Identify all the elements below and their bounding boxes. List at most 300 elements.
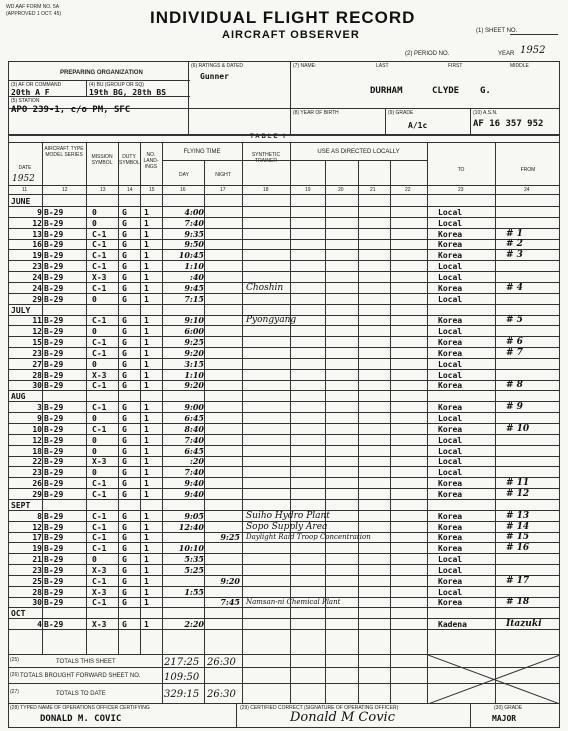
cell-l: 1: [144, 359, 149, 369]
cell-d: 16: [32, 240, 42, 250]
cell-ac: B-29: [44, 283, 64, 293]
cell-m: 0: [92, 468, 97, 478]
cell-l: 1: [144, 555, 149, 565]
info-divider-1: [188, 61, 189, 135]
hdr-use-as-directed: USE AS DIRECTED LOCALLY: [317, 149, 400, 155]
first-name: CLYDE: [432, 86, 460, 96]
cell-du: G: [122, 414, 127, 423]
totals-brought-day: 109:50: [164, 672, 200, 683]
middle-initial: G.: [480, 86, 491, 96]
colnum-15: 15: [149, 187, 155, 193]
cell-m: C-1: [92, 522, 107, 532]
cell-l: 1: [144, 620, 149, 630]
cell-to: Kadena: [438, 620, 467, 630]
cell-m: X-3: [92, 565, 107, 575]
hdr-synthetic: SYNTHETIC TRAINER: [251, 152, 281, 164]
sheet-no-line: [510, 34, 558, 35]
cell-l: 1: [144, 587, 149, 597]
cell-l: 1: [144, 218, 149, 228]
cell-d: 3: [37, 403, 42, 413]
sheet-no-label: (1) SHEET NO.: [476, 28, 518, 34]
cell-note: Suiho Hydro Plant: [246, 510, 330, 521]
cell-day: 9:45: [184, 282, 204, 293]
cell-to: Korea: [438, 424, 463, 434]
cell-du: G: [122, 522, 127, 532]
asn-label: (10) A.S.N.: [473, 110, 498, 116]
cell-l: 1: [144, 468, 149, 478]
totals-brought-label: TOTALS BROUGHT FORWARD SHEET NO.: [20, 673, 141, 679]
cell-l: 1: [144, 479, 149, 489]
cell-du: G: [122, 272, 127, 282]
cell-l: 1: [144, 533, 149, 543]
cell-to: Korea: [438, 598, 463, 608]
cell-m: C-1: [92, 229, 107, 239]
cell-m: C-1: [92, 489, 107, 499]
colnum-22: 22: [405, 187, 411, 193]
colnum-13: 13: [100, 187, 106, 193]
page-subtitle: AIRCRAFT OBSERVER: [222, 29, 360, 41]
cell-d: 22: [32, 457, 42, 467]
last-name: DURHAM: [370, 86, 403, 96]
cell-du: G: [122, 359, 127, 369]
cell-m: 0: [92, 435, 97, 445]
bu-label: (4) BU (GROUP OR SQ): [89, 82, 144, 88]
cell-day: 7:40: [184, 217, 204, 228]
month-label: JULY: [11, 305, 31, 315]
cell-day: 12:40: [178, 521, 204, 532]
cell-l: 1: [144, 272, 149, 282]
cell-ac: B-29: [44, 218, 64, 228]
cell-day: 1:10: [184, 261, 204, 272]
cell-day: 9:05: [184, 510, 204, 521]
info-divider-2: [290, 61, 291, 135]
cell-ac: B-29: [44, 381, 64, 391]
cell-from: # 7: [506, 347, 523, 358]
cell-d: 28: [32, 370, 42, 380]
cell-l: 1: [144, 283, 149, 293]
info-divider-5: [470, 108, 471, 135]
cell-l: 1: [144, 424, 149, 434]
month-label: OCT: [11, 609, 26, 619]
cell-ac: B-29: [44, 533, 64, 543]
cell-to: Local: [438, 359, 463, 369]
table-title: TABLE I: [250, 134, 287, 140]
form-id: WD AAF FORM NO. 5A: [6, 4, 60, 10]
cell-d: 17: [32, 533, 42, 543]
cell-l: 1: [144, 414, 149, 423]
cell-du: G: [122, 479, 127, 489]
cell-m: C-1: [92, 479, 107, 489]
cell-to: Local: [438, 457, 463, 467]
cell-d: 25: [32, 576, 42, 586]
cell-l: 1: [144, 489, 149, 499]
cell-d: 12: [32, 435, 42, 445]
cell-l: 1: [144, 511, 149, 521]
first-label: FIRST: [448, 63, 463, 69]
cell-m: C-1: [92, 262, 107, 272]
cell-du: G: [122, 207, 127, 217]
cell-d: 26: [32, 479, 42, 489]
cell-du: G: [122, 587, 127, 597]
cell-note: Pyongyang: [246, 315, 297, 326]
hdr-to: TO: [457, 167, 465, 173]
cell-from: # 6: [506, 337, 523, 348]
cell-l: 1: [144, 522, 149, 532]
cell-m: 0: [92, 218, 97, 228]
cell-m: 0: [92, 207, 97, 217]
cell-from: # 10: [506, 423, 530, 434]
footer-divider-1: [236, 704, 237, 728]
cell-to: Local: [438, 435, 463, 445]
cell-d: 23: [32, 565, 42, 575]
cell-d: 23: [32, 262, 42, 272]
cell-du: G: [122, 403, 127, 413]
totals-this-sheet-label: TOTALS THIS SHEET: [56, 659, 116, 665]
cell-d: 12: [32, 218, 42, 228]
cell-ac: B-29: [44, 229, 64, 239]
cell-du: G: [122, 457, 127, 467]
cell-l: 1: [144, 240, 149, 250]
cell-to: Korea: [438, 240, 463, 250]
cell-d: 19: [32, 544, 42, 554]
year-value: 1952: [520, 45, 546, 56]
cell-from: # 18: [506, 597, 530, 608]
cell-ac: B-29: [44, 457, 64, 467]
cell-from: # 2: [506, 239, 523, 250]
bu-value: 19th BG, 28th BS: [89, 88, 167, 97]
cell-night: 9:25: [220, 532, 240, 543]
cell-ac: B-29: [44, 435, 64, 445]
hdr-year-hand: 1952: [12, 174, 35, 184]
cell-l: 1: [144, 316, 149, 326]
cell-d: 9: [37, 207, 42, 217]
cell-note: Namsan-ni Chemical Plant: [246, 598, 341, 607]
totals-this-sheet-day: 217:25: [164, 657, 200, 668]
cell-from: # 14: [506, 521, 530, 532]
cell-l: 1: [144, 576, 149, 586]
cell-from: # 17: [506, 575, 530, 586]
cell-day: 6:00: [184, 326, 204, 337]
cell-from: # 13: [506, 510, 530, 521]
month-label: AUG: [11, 392, 26, 402]
cell-note: Sopo Supply Area: [246, 521, 328, 532]
cell-ac: B-29: [44, 587, 64, 597]
cell-du: G: [122, 544, 127, 554]
cell-ac: B-29: [44, 576, 64, 586]
cell-day: 10:10: [178, 543, 204, 554]
cell-d: 18: [32, 446, 42, 456]
cell-m: X-3: [92, 587, 107, 597]
cell-day: 1:10: [184, 369, 204, 380]
cell-to: Local: [438, 555, 463, 565]
cell-ac: B-29: [44, 370, 64, 380]
cell-day: 9:20: [184, 380, 204, 391]
cell-ac: B-29: [44, 489, 64, 499]
cell-m: 0: [92, 414, 97, 423]
colnum-17: 17: [220, 187, 226, 193]
cell-to: Korea: [438, 533, 463, 543]
cell-to: Local: [438, 565, 463, 575]
cell-d: 15: [32, 338, 42, 348]
totals-to-date-day: 329:15: [164, 689, 200, 700]
colnum-23: 23: [458, 187, 464, 193]
cell-ac: B-29: [44, 403, 64, 413]
cell-from: # 9: [506, 402, 523, 413]
form-approval: (APPROVED 1 OCT. 45): [6, 11, 62, 17]
cell-day: 6:45: [184, 413, 204, 423]
cell-from: # 3: [506, 250, 523, 261]
cell-day: 6:45: [184, 445, 204, 456]
cell-du: G: [122, 338, 127, 348]
colnum-16: 16: [180, 187, 186, 193]
cell-du: G: [122, 381, 127, 391]
cell-du: G: [122, 348, 127, 358]
cell-to: Korea: [438, 283, 463, 293]
cell-day: 3:15: [184, 358, 204, 369]
cell-to: Local: [438, 414, 463, 423]
cell-du: G: [122, 283, 127, 293]
middle-label: MIDDLE: [510, 63, 529, 69]
month-label: JUNE: [11, 197, 31, 206]
cell-from: # 16: [506, 543, 530, 554]
cell-d: 30: [32, 598, 42, 608]
cell-du: G: [122, 424, 127, 434]
certified-label: (29) CERTIFIED CORRECT (SIGNATURE OF OPERATING OFFICER): [240, 705, 399, 711]
cell-to: Korea: [438, 479, 463, 489]
cell-from: # 4: [506, 282, 523, 293]
hdr-mission: MISSION SYMBOL: [91, 154, 113, 166]
cell-day: 9:40: [184, 488, 204, 499]
cell-m: 0: [92, 555, 97, 565]
station-label: (5) STATION: [11, 98, 40, 104]
birth-label: (8) YEAR OF BIRTH: [293, 110, 339, 116]
cell-d: 9: [37, 414, 42, 423]
footer-grade-value: MAJOR: [492, 714, 517, 723]
cell-ac: B-29: [44, 598, 64, 608]
cell-du: G: [122, 370, 127, 380]
cell-du: G: [122, 229, 127, 239]
cell-day: 9:20: [184, 347, 204, 358]
period-label: (2) PERIOD NO.: [405, 51, 450, 57]
totals-to-date-night: 26:30: [207, 689, 236, 700]
page-title: INDIVIDUAL FLIGHT RECORD: [150, 8, 416, 27]
cell-d: 27: [32, 359, 42, 369]
cell-d: 8: [37, 511, 42, 521]
cell-m: X-3: [92, 457, 107, 467]
cell-note: Choshin: [246, 282, 284, 293]
cell-day: 7:40: [184, 467, 204, 478]
cell-to: Local: [438, 262, 463, 272]
cell-du: G: [122, 316, 127, 326]
hdr-flying-time: FLYING TIME: [183, 149, 221, 155]
hdr-night: NIGHT: [215, 172, 231, 178]
org-heading: PREPARING ORGANIZATION: [60, 70, 143, 76]
cell-to: Local: [438, 294, 463, 304]
colnum-14: 14: [127, 187, 133, 193]
cell-to: Korea: [438, 251, 463, 261]
cell-day: 2:20: [184, 619, 204, 630]
cell-to: Local: [438, 370, 463, 380]
colnum-24: 24: [524, 187, 530, 193]
cell-to: Local: [438, 327, 463, 337]
totals-cross-out: [428, 655, 560, 704]
cell-ac: B-29: [44, 338, 64, 348]
year-label: YEAR: [498, 51, 515, 57]
cell-du: G: [122, 598, 127, 608]
cell-du: G: [122, 327, 127, 337]
hdr-aircraft: AIRCRAFT TYPE MODEL SERIES: [44, 146, 84, 158]
cell-m: C-1: [92, 338, 107, 348]
cell-d: 19: [32, 251, 42, 261]
cell-m: X-3: [92, 370, 107, 380]
cell-d: 21: [32, 555, 42, 565]
officer-name: DONALD M. COVIC: [40, 714, 122, 724]
totals-to-date-label: TOTALS TO DATE: [56, 691, 106, 697]
cell-d: 23: [32, 348, 42, 358]
cell-m: C-1: [92, 283, 107, 293]
cell-ac: B-29: [44, 294, 64, 304]
cell-d: 12: [32, 522, 42, 532]
cell-ac: B-29: [44, 348, 64, 358]
cell-m: X-3: [92, 620, 107, 630]
cell-m: 0: [92, 327, 97, 337]
cell-du: G: [122, 446, 127, 456]
cell-from: # 1: [506, 228, 523, 239]
cell-du: G: [122, 218, 127, 228]
cell-ac: B-29: [44, 446, 64, 456]
cell-ac: B-29: [44, 240, 64, 250]
row-line: [8, 629, 560, 630]
cell-from: # 15: [506, 532, 530, 543]
hdr-date: DATE: [18, 165, 32, 171]
cell-du: G: [122, 533, 127, 543]
cell-to: Local: [438, 468, 463, 478]
ratings-label: (6) RATINGS & DATED: [191, 63, 244, 69]
cell-to: Local: [438, 587, 463, 597]
cell-day: 9:00: [184, 402, 204, 413]
cell-m: C-1: [92, 240, 107, 250]
cell-ac: B-29: [44, 424, 64, 434]
cell-l: 1: [144, 446, 149, 456]
cell-note: Daylight Raid Troop Concentration: [246, 533, 371, 542]
cell-du: G: [122, 489, 127, 499]
cell-to: Korea: [438, 544, 463, 554]
cell-from: Itazuki: [506, 619, 542, 630]
table-title-line: [8, 142, 560, 143]
cell-day: 8:40: [184, 423, 204, 434]
colnum-12: 12: [62, 187, 68, 193]
cell-ac: B-29: [44, 479, 64, 489]
cell-l: 1: [144, 435, 149, 445]
cell-to: Korea: [438, 403, 463, 413]
cell-to: Korea: [438, 522, 463, 532]
af-value: 20th A F: [11, 88, 50, 97]
cell-ac: B-29: [44, 262, 64, 272]
cell-l: 1: [144, 207, 149, 217]
hdr-landings: NO. LAND- INGS: [143, 152, 159, 170]
cell-l: 1: [144, 251, 149, 261]
cell-to: Korea: [438, 338, 463, 348]
colnum-11: 11: [22, 187, 28, 193]
af-label: (3) AF OR COMMAND: [11, 82, 62, 88]
cell-du: G: [122, 620, 127, 630]
cell-d: 10: [32, 424, 42, 434]
cell-from: # 5: [506, 315, 523, 326]
cell-du: G: [122, 511, 127, 521]
footer-grade-label: (30) GRADE: [494, 705, 523, 711]
cell-d: 13: [32, 229, 42, 239]
officer-label: (28) TYPED NAME OF OPERATIONS OFFICER CERTIFYING: [10, 705, 150, 711]
cell-m: C-1: [92, 251, 107, 261]
cell-d: 11: [32, 316, 42, 326]
cell-day: 9:10: [184, 315, 204, 326]
cell-m: C-1: [92, 544, 107, 554]
cell-to: Local: [438, 218, 463, 228]
colnum-18: 18: [263, 187, 269, 193]
cell-to: Korea: [438, 511, 463, 521]
cell-l: 1: [144, 327, 149, 337]
cell-l: 1: [144, 348, 149, 358]
cell-m: 0: [92, 359, 97, 369]
cell-l: 1: [144, 403, 149, 413]
cell-to: Korea: [438, 576, 463, 586]
cell-day: 7:40: [184, 434, 204, 445]
info-line-a: [8, 80, 190, 81]
cell-day: 9:50: [184, 239, 204, 250]
cell-l: 1: [144, 544, 149, 554]
cell-ac: B-29: [44, 468, 64, 478]
hdr-day: DAY: [179, 172, 189, 178]
grade-value: A/1c: [408, 121, 428, 130]
cell-ac: B-29: [44, 522, 64, 532]
cell-ac: B-29: [44, 414, 64, 423]
cell-m: C-1: [92, 598, 107, 608]
cell-day: 5:35: [184, 554, 204, 565]
cell-ac: B-29: [44, 272, 64, 282]
month-label: SEPT: [11, 500, 31, 510]
cell-du: G: [122, 468, 127, 478]
cell-m: C-1: [92, 424, 107, 434]
cell-m: 0: [92, 294, 97, 304]
cell-l: 1: [144, 338, 149, 348]
cell-night: 7:45: [220, 597, 240, 608]
cell-ac: B-29: [44, 207, 64, 217]
cell-to: Local: [438, 446, 463, 456]
cell-l: 1: [144, 294, 149, 304]
cell-m: C-1: [92, 316, 107, 326]
header-bottom-line: [8, 185, 560, 186]
cell-l: 1: [144, 262, 149, 272]
last-label: LAST: [376, 63, 389, 69]
cell-du: G: [122, 576, 127, 586]
cell-ac: B-29: [44, 620, 64, 630]
cell-to: Korea: [438, 489, 463, 499]
cell-to: Local: [438, 207, 463, 217]
cell-d: 30: [32, 381, 42, 391]
cell-m: C-1: [92, 381, 107, 391]
cell-du: G: [122, 565, 127, 575]
cell-ac: B-29: [44, 251, 64, 261]
station-value: APO 239-1, c/o PM, SFC: [11, 105, 131, 115]
totals-n25: (25): [10, 657, 19, 663]
cell-du: G: [122, 555, 127, 565]
cell-d: 24: [32, 272, 42, 282]
grade-label: (9) GRADE: [388, 110, 414, 116]
colnum-19: 19: [305, 187, 311, 193]
cell-ac: B-29: [44, 565, 64, 575]
cell-m: C-1: [92, 511, 107, 521]
cell-day: 5:25: [184, 564, 204, 575]
